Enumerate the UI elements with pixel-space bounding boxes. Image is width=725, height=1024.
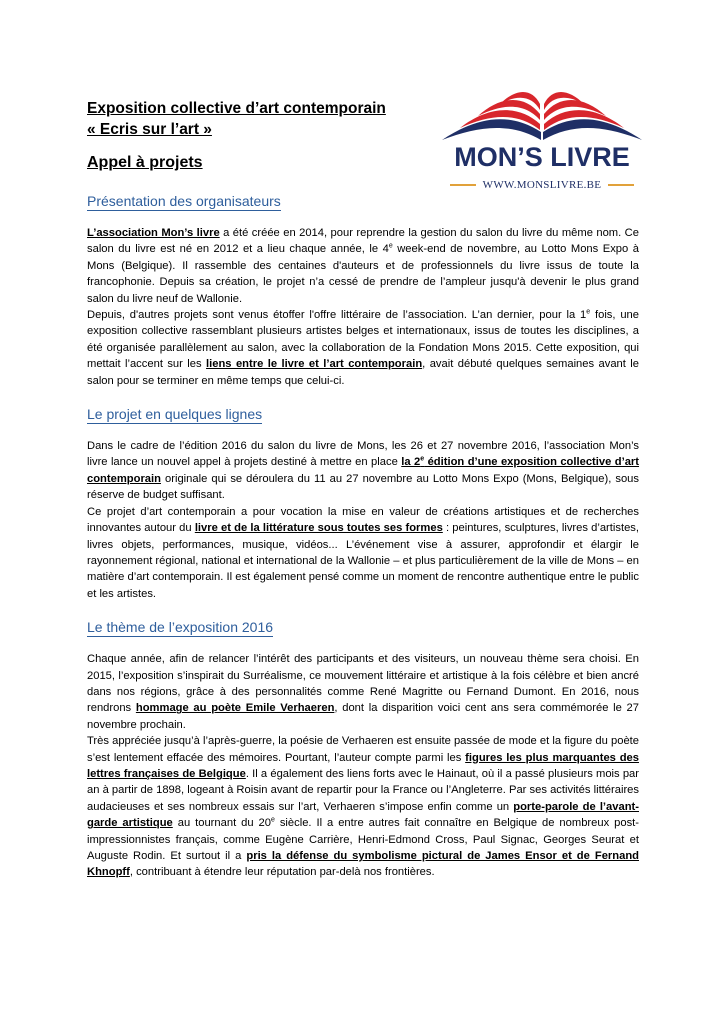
- text-run: édition d’une exposition collective d’art contemporain: [87, 456, 640, 485]
- text-run: , contribuant à étendre leur réputation par-delà nos frontières.: [129, 866, 435, 879]
- superscript: e: [586, 308, 591, 316]
- paragraph-theme-1: [87, 651, 639, 733]
- text-run: siècle. Il a entre autres fait connaître en Belgique de nombreux post-impressionnistes français, comme Eugène Carrière, Henri-Edmond Cross, Paul Signac, Georges Seurat et Auguste Rodin. Et surtout il a: [87, 817, 639, 862]
- section-projet: [87, 406, 639, 602]
- highlight-liens: liens entre le livre et l’art contemporain: [206, 358, 423, 371]
- text-run: week-end de novembre, au Lotto Mons Expo à Mons (Belgique). Il rassemble des centaines d'auteurs et de professionnels du livre issus de toute la francophonie. Depuis sa création, le projet n’a cessé de prendre de l’ampleur jusqu'à devenir le plus grand salon du livre neuf de Wallonie.: [87, 243, 639, 305]
- logo-divider-right: [608, 184, 634, 186]
- text-run: a été créée en 2014, pour reprendre la gestion du salon du livre du même nom. Ce salon du livre est né en 2012 et a lieu chaque année, le 4: [87, 227, 639, 256]
- open-book-icon: [438, 82, 646, 144]
- highlight-symbolisme: pris la défense du symbolisme pictural de James Ensor et de Fernand Khnopff: [87, 850, 639, 879]
- title-line-2: « Ecris sur l’art »: [87, 121, 212, 138]
- title-line-1: Exposition collective d’art contemporain: [87, 100, 386, 117]
- text-run: au tournant du 20: [172, 817, 271, 830]
- text-run: Depuis, d'autres projets sont venus étoffer l'offre littéraire de l’association. L’an dernier, pour la 1: [87, 309, 587, 322]
- highlight-porte-parole: porte-parole de l’avant-garde artistique: [87, 800, 639, 830]
- logo-divider-left: [450, 184, 476, 186]
- paragraph-presentation-2: [87, 307, 639, 389]
- document-title: [87, 98, 437, 140]
- section-heading-theme: Le thème de l’exposition 2016: [87, 619, 274, 636]
- text-run: originale qui se déroulera du 11 au 27 novembre au Lotto Mons Expo (Mons, Belgique), sous réserve de budget suffisant.: [87, 472, 639, 502]
- section-theme: [87, 619, 639, 881]
- mons-livre-logo: [438, 82, 646, 194]
- superscript: e: [270, 816, 275, 824]
- superscript: e: [388, 242, 393, 250]
- text-run: , dont la disparition voici cent ans sera commémorée le 27 novembre prochain.: [87, 702, 639, 731]
- text-run: Dans le cadre de l’édition 2016 du salon du livre de Mons, les 26 et 27 novembre 2016, l’association Mon’s livre lance un nouvel appel à projets destiné à mettre en place: [87, 440, 639, 469]
- text-run: fois, une exposition collective rassemblant plusieurs artistes belges et internationaux, issus de toutes les disciplines, a été organisée parallèlement au salon, avec la collaboration de la Fondation Mons 2015. Cette exposition, qui mettait l’accent sur les: [87, 309, 640, 371]
- logo-url-row: [438, 178, 646, 192]
- paragraph-presentation-1: [87, 225, 639, 307]
- text-run: , avait débuté quelques semaines avant le salon pour se terminer en même temps que celui-ci.: [87, 358, 639, 387]
- title-block: [87, 98, 437, 172]
- text-run: Chaque année, afin de relancer l’intérêt des participants et des visiteurs, un nouveau thème sera choisi. En 2015, l’exposition s’inspirait du Surréalisme, ce mouvement littéraire et artistique à la fois célèbre et bien ancré dans nos régions, grâce à des personnalités comme René Magritte ou Fernand Dumont. En 2016, nous rendrons: [87, 653, 639, 715]
- highlight-livre-litterature: livre et de la littérature sous toutes ses formes: [194, 522, 443, 535]
- paragraph-theme-2: [87, 733, 639, 881]
- section-presentation: [87, 193, 639, 389]
- text-run: . Il a également des liens forts avec le Hainaut, où il a passé plusieurs mois par an à partir de 1898, logeant à Roisin avant de repartir pour la France ou l’Angleterre. Par ses activités littéraires audacieuses et ses nombreux essais sur l’art, Verhaeren s’impose enfin comme un: [87, 767, 640, 813]
- logo-name: MON’S LIVRE: [454, 142, 630, 172]
- text-run: Très appréciée jusqu’à l’après-guerre, la poésie de Verhaeren est ensuite passée de mode et la figure du poète s’est lentement effacée des mémoires. Pourtant, l’auteur compte parmi les: [87, 735, 639, 764]
- highlight-association: L’association Mon’s livre: [87, 227, 220, 239]
- superscript: e: [420, 455, 425, 463]
- document-body: [87, 193, 639, 898]
- paragraph-projet-1: [87, 438, 639, 504]
- logo-url: WWW.MONSLIVRE.BE: [482, 179, 602, 191]
- highlight-hommage: hommage au poète Emile Verhaeren: [135, 702, 335, 715]
- text-run: la 2: [401, 456, 421, 469]
- section-heading-projet: Le projet en quelques lignes: [87, 406, 263, 423]
- text-run: Ce projet d’art contemporain a pour vocation la mise en valeur de créations artistiques et de recherches innovantes autour du: [87, 505, 639, 535]
- text-run: : peintures, sculptures, livres d’artistes, livres objets, performances, musique, vidéos... L’événement vise à assurer, approfondir et élargir le rayonnement régional, national et international de la Wallonie – et plus particulièrement de la ville de Mons – en matière d’art contemporain. Il est également pensé comme un moment de rencontre authentique entre le public et les artistes.: [87, 522, 640, 600]
- section-heading-presentation: Présentation des organisateurs: [87, 193, 281, 209]
- highlight-figures: figures les plus marquantes des lettres françaises de Belgique: [87, 751, 639, 780]
- paragraph-projet-2: [87, 504, 639, 602]
- document-subtitle: Appel à projets: [87, 154, 203, 171]
